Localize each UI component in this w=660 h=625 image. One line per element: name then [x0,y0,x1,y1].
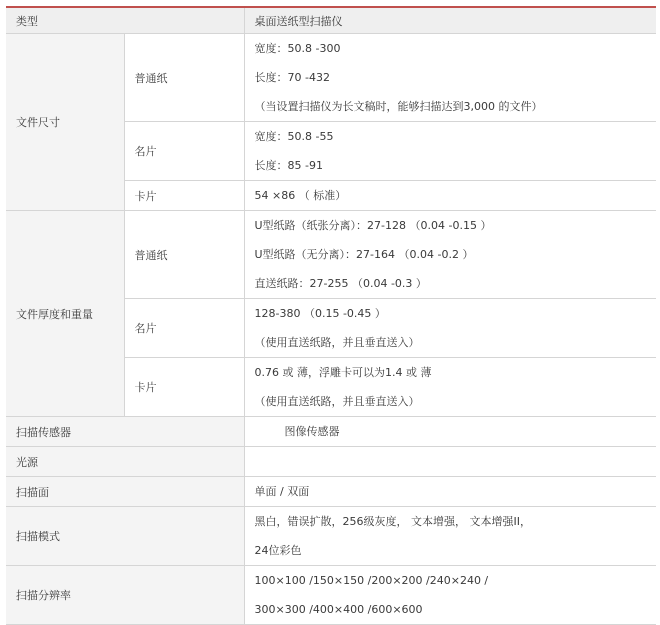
scan-side-cell [244,477,656,507]
light-source-label: 光源 [6,447,244,477]
table-header-row [6,7,656,34]
size-plain-length: 长度：70 -432 [254,71,330,84]
scan-mode-line-1: 黑白，错误扩散，256级灰度， 文本增强， 文本增强II， [254,515,531,528]
doc-thickness-label: 文件厚度和重量 [6,211,124,417]
sensor-label: 扫描传感器 [6,417,244,447]
thick-plain-cell [244,211,656,299]
thick-idcard-note: （使用直送纸路，并且垂直送入） [254,395,420,408]
scan-mode-label: 扫描模式 [6,507,244,566]
resolution-line-1: 100×100 /150×150 /200×200 /240×240 / [254,574,489,587]
business-card-label: 名片 [124,122,244,181]
size-card-width: 宽度：50.8 -55 [254,130,334,143]
thick-plain-u-sep: U型纸路（纸张分离）：27-128 （0.04 -0.15 ） [254,219,492,232]
size-plain-width: 宽度：50.8 -300 [254,42,341,55]
thick-card-cell [244,299,656,358]
thick-card-value: 128-380 （0.15 -0.45 ） [254,307,386,320]
id-card-label: 卡片 [124,358,244,417]
size-card-length: 长度：85 -91 [254,159,323,172]
scan-mode-cell [244,507,656,566]
resolution-label: 扫描分辨率 [6,566,244,625]
thick-card-note: （使用直送纸路，并且垂直送入） [254,336,420,349]
thick-idcard-cell [244,358,656,417]
header-type-value: 桌面送纸型扫描仪 [244,7,656,34]
scan-mode-line-2: 24位彩色 [254,544,302,557]
spec-table [6,6,656,625]
id-card-label: 卡片 [124,181,244,211]
scan-side-value: 单面 / 双面 [254,485,310,498]
size-idcard-cell [244,181,656,211]
business-card-label: 名片 [124,299,244,358]
light-source-value [255,447,657,476]
light-source-cell [244,447,656,477]
size-plain-cell [244,34,656,122]
scan-side-label: 扫描面 [6,477,244,507]
plain-paper-label: 普通纸 [124,34,244,122]
doc-size-label: 文件尺寸 [6,34,124,211]
table-row [6,447,656,477]
table-row [6,34,656,122]
size-idcard-value: 54 ×86 （ 标准） [254,189,347,202]
resolution-line-2: 300×300 /400×400 /600×600 [254,603,423,616]
thick-plain-straight: 直送纸路：27-255 （0.04 -0.3 ） [254,277,427,290]
size-card-cell [244,122,656,181]
sensor-cell [244,417,656,447]
thick-plain-u-nosep: U型纸路（无分离）：27-164 （0.04 -0.2 ） [254,248,474,261]
thick-idcard-value: 0.76 或 薄，浮雕卡可以为1.4 或 薄 [254,366,432,379]
sensor-value: 图像传感器 [284,425,340,438]
table-row [6,477,656,507]
table-row [6,566,656,625]
table-row [6,417,656,447]
header-type-label: 类型 [6,7,244,34]
resolution-cell [244,566,656,625]
plain-paper-label: 普通纸 [124,211,244,299]
table-row [6,507,656,566]
table-row [6,211,656,299]
size-plain-note: （当设置扫描仪为长文稿时，能够扫描达到3,000 的文件） [254,100,543,113]
